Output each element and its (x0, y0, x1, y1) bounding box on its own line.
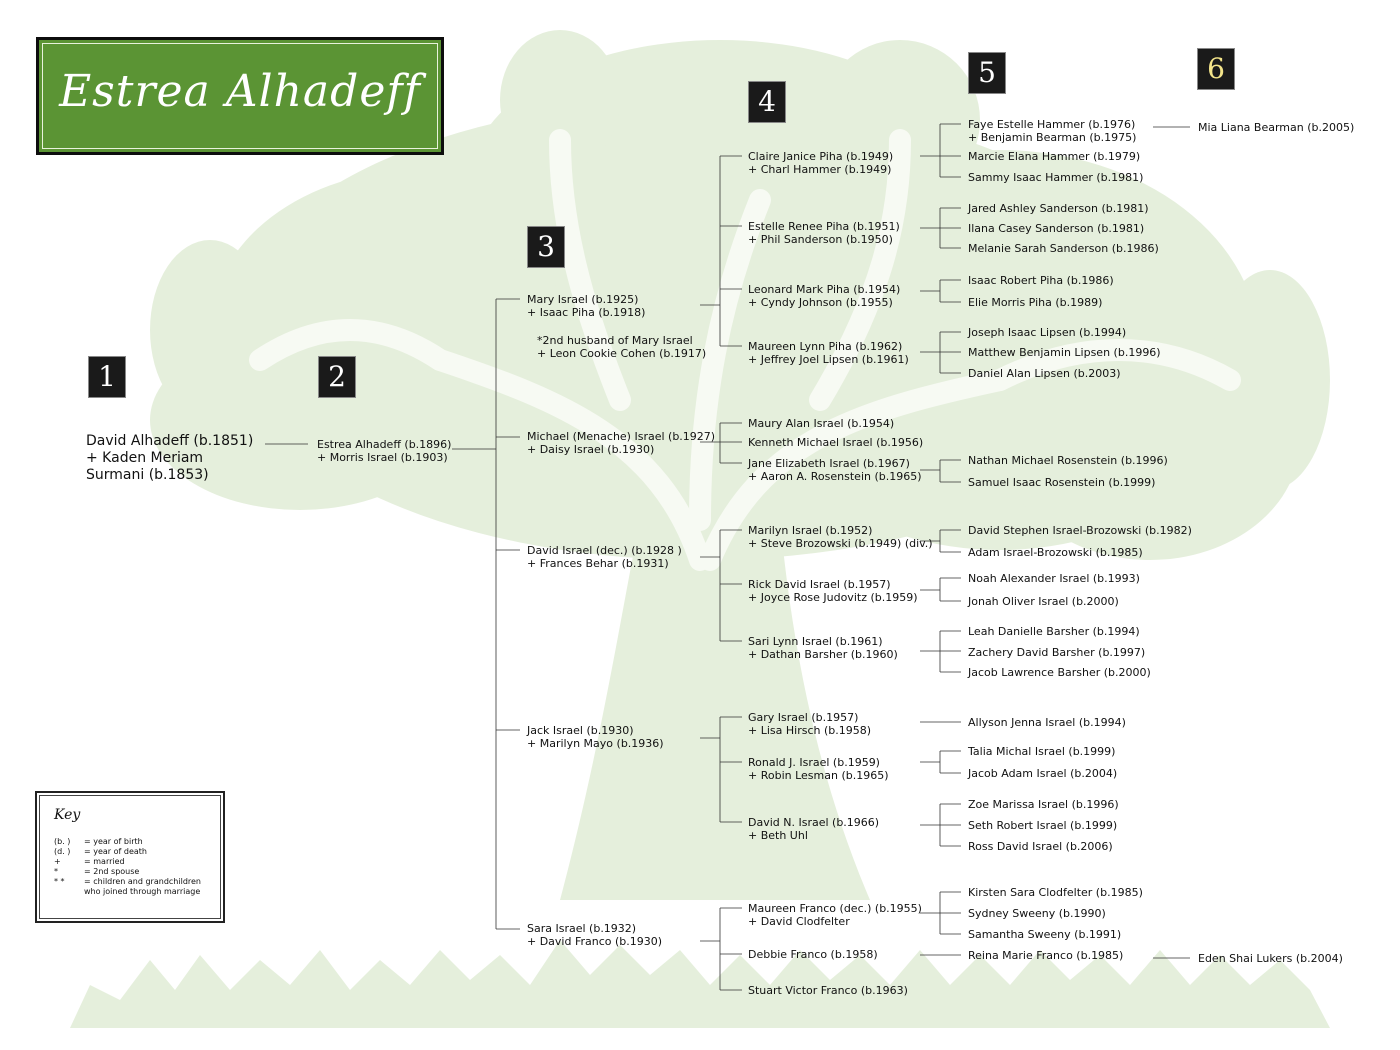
key-description: = 2nd spouse (84, 867, 140, 876)
person-spouse: + Cyndy Johnson (b.1955) (748, 296, 893, 309)
person-jacob-adam-israel: Jacob Adam Israel (b.2004) (968, 767, 1118, 780)
page-title: Estrea Alhadeff (59, 66, 421, 117)
person-leah-barsher: Leah Danielle Barsher (b.1994) (968, 625, 1140, 638)
person-sara-israel (527, 922, 662, 948)
person-name: Ronald J. Israel (b.1959) (748, 756, 880, 769)
person-jonah-israel: Jonah Oliver Israel (b.2000) (968, 595, 1119, 608)
person-ross-israel: Ross David Israel (b.2006) (968, 840, 1113, 853)
key-description: = year of death (84, 847, 147, 856)
generation-3-marker: 3 (527, 226, 565, 268)
person-name: Maureen Lynn Piha (b.1962) (748, 340, 903, 353)
person-name: Sari Lynn Israel (b.1961) (748, 635, 883, 648)
person-name: Marilyn Israel (b.1952) (748, 524, 873, 537)
person-spouse: + Morris Israel (b.1903) (317, 451, 448, 464)
person-name: Debbie Franco (b.1958) (748, 948, 878, 961)
key-symbol: + (54, 857, 61, 866)
person-name: Maury Alan Israel (b.1954) (748, 417, 895, 430)
person-spouse: + Robin Lesman (b.1965) (748, 769, 889, 782)
person-marilyn-israel (748, 524, 933, 550)
person-spouse: + Dathan Barsher (b.1960) (748, 648, 898, 661)
person-name: Rick David Israel (b.1957) (748, 578, 891, 591)
key-symbol: * (54, 867, 58, 876)
key-symbol: (d. ) (54, 847, 71, 856)
person-spouse-cont: Surmani (b.1853) (86, 467, 209, 483)
person-jared-sanderson: Jared Ashley Sanderson (b.1981) (968, 202, 1149, 215)
person-name: Leonard Mark Piha (b.1954) (748, 283, 901, 296)
person-spouse: + Jeffrey Joel Lipsen (b.1961) (748, 353, 909, 366)
generation-1-marker: 1 (88, 356, 126, 398)
person-jack-israel (527, 724, 664, 750)
key-row (54, 847, 147, 857)
person-spouse: + Beth Uhl (748, 829, 808, 842)
person-spouse: + David Clodfelter (748, 915, 850, 928)
person-name: Jack Israel (b.1930) (527, 724, 634, 737)
person-claire-piha (748, 150, 893, 176)
key-row (54, 877, 201, 887)
person-mia-bearman: Mia Liana Bearman (b.2005) (1198, 121, 1355, 134)
person-spouse: + David Franco (b.1930) (527, 935, 663, 948)
person-samantha-sweeny: Samantha Sweeny (b.1991) (968, 928, 1122, 941)
person-spouse: + Aaron A. Rosenstein (b.1965) (748, 470, 922, 483)
person-kirsten-clodfelter: Kirsten Sara Clodfelter (b.1985) (968, 886, 1143, 899)
key-symbol: * * (54, 877, 65, 886)
note-line: *2nd husband of Mary Israel (537, 334, 693, 347)
person-leonard-piha (748, 283, 900, 309)
person-sari-israel (748, 635, 898, 661)
person-rick-israel (748, 578, 918, 604)
person-spouse: + Kaden Meriam (86, 450, 204, 466)
person-mary-israel (527, 293, 645, 319)
person-nathan-rosenstein: Nathan Michael Rosenstein (b.1996) (968, 454, 1168, 467)
person-spouse: + Phil Sanderson (b.1950) (748, 233, 893, 246)
person-maury-israel (748, 417, 894, 430)
person-name: Michael (Menache) Israel (b.1927) (527, 430, 716, 443)
person-ronald-israel (748, 756, 889, 782)
person-ilana-sanderson: Ilana Casey Sanderson (b.1981) (968, 222, 1145, 235)
person-eden-lukers: Eden Shai Lukers (b.2004) (1198, 952, 1343, 965)
key-symbol: (b. ) (54, 837, 71, 846)
key-description: who joined through marriage (84, 887, 201, 896)
note-second-husband (537, 334, 706, 360)
person-jane-israel (748, 457, 922, 483)
person-seth-israel: Seth Robert Israel (b.1999) (968, 819, 1118, 832)
person-name: David N. Israel (b.1966) (748, 816, 880, 829)
person-kenneth-israel (748, 436, 923, 449)
key-title: Key (54, 807, 81, 823)
person-adam-israel-brozowski: Adam Israel-Brozowski (b.1985) (968, 546, 1143, 559)
person-name: Kenneth Michael Israel (b.1956) (748, 436, 924, 449)
person-estrea-alhadeff (317, 438, 451, 464)
person-estelle-piha (748, 220, 900, 246)
person-spouse: + Isaac Piha (b.1918) (527, 306, 646, 319)
key-description: = year of birth (84, 837, 143, 846)
person-daniel-lipsen: Daniel Alan Lipsen (b.2003) (968, 367, 1121, 380)
person-sydney-sweeny: Sydney Sweeny (b.1990) (968, 907, 1106, 920)
person-name: Stuart Victor Franco (b.1963) (748, 984, 908, 997)
generation-2-marker: 2 (318, 356, 356, 398)
generation-4-marker: 4 (748, 81, 786, 123)
key-description: = married (84, 857, 125, 866)
key-description: = children and grandchildren (84, 877, 201, 886)
person-name: Claire Janice Piha (b.1949) (748, 150, 894, 163)
key-row (54, 837, 143, 847)
person-debbie-franco (748, 948, 878, 961)
key-row (54, 857, 125, 867)
person-zachery-barsher: Zachery David Barsher (b.1997) (968, 646, 1146, 659)
person-joseph-lipsen: Joseph Isaac Lipsen (b.1994) (968, 326, 1127, 339)
key-legend (35, 791, 225, 923)
person-noah-israel: Noah Alexander Israel (b.1993) (968, 572, 1140, 585)
person-gary-israel (748, 711, 871, 737)
person-maureen-piha (748, 340, 909, 366)
person-elie-piha: Elie Morris Piha (b.1989) (968, 296, 1103, 309)
person-spouse: + Steve Brozowski (b.1949) (div.) (748, 537, 933, 550)
person-sammy-hammer: Sammy Isaac Hammer (b.1981) (968, 171, 1144, 184)
key-row (54, 867, 139, 877)
person-name: Mary Israel (b.1925) (527, 293, 639, 306)
person-spouse: + Daisy Israel (b.1930) (527, 443, 655, 456)
person-spouse: + Frances Behar (b.1931) (527, 557, 669, 570)
person-name: David Israel (dec.) (b.1928 ) (527, 544, 682, 557)
key-row (54, 887, 200, 897)
person-spouse: + Charl Hammer (b.1949) (748, 163, 892, 176)
generation-6-marker: 6 (1197, 48, 1235, 90)
person-allyson-israel: Allyson Jenna Israel (b.1994) (968, 716, 1126, 729)
person-matthew-lipsen: Matthew Benjamin Lipsen (b.1996) (968, 346, 1161, 359)
person-spouse: + Benjamin Bearman (b.1975) (968, 131, 1137, 144)
person-faye-hammer (968, 118, 1136, 144)
person-talia-israel: Talia Michal Israel (b.1999) (968, 745, 1116, 758)
person-spouse: + Marilyn Mayo (b.1936) (527, 737, 664, 750)
person-samuel-rosenstein: Samuel Isaac Rosenstein (b.1999) (968, 476, 1156, 489)
title-banner (36, 37, 444, 155)
person-spouse: + Joyce Rose Judovitz (b.1959) (748, 591, 918, 604)
person-david-n-israel (748, 816, 879, 842)
person-michael-israel (527, 430, 715, 456)
note-spouse: + Leon Cookie Cohen (b.1917) (537, 347, 707, 360)
person-stuart-franco (748, 984, 908, 997)
person-david-israel (527, 544, 682, 570)
person-spouse: + Lisa Hirsch (b.1958) (748, 724, 872, 737)
person-marcie-hammer: Marcie Elana Hammer (b.1979) (968, 150, 1141, 163)
person-name: Sara Israel (b.1932) (527, 922, 637, 935)
person-isaac-piha: Isaac Robert Piha (b.1986) (968, 274, 1114, 287)
person-zoe-israel: Zoe Marissa Israel (b.1996) (968, 798, 1119, 811)
person-david-alhadeff (86, 433, 253, 484)
generation-5-marker: 5 (968, 52, 1006, 94)
person-name: Estrea Alhadeff (b.1896) (317, 438, 452, 451)
person-maureen-franco (748, 902, 922, 928)
person-name: Faye Estelle Hammer (b.1976) (968, 118, 1136, 131)
person-name: Gary Israel (b.1957) (748, 711, 859, 724)
person-jacob-barsher: Jacob Lawrence Barsher (b.2000) (968, 666, 1151, 679)
person-name: Jane Elizabeth Israel (b.1967) (748, 457, 910, 470)
person-reina-franco: Reina Marie Franco (b.1985) (968, 949, 1124, 962)
person-david-israel-brozowski: David Stephen Israel-Brozowski (b.1982) (968, 524, 1192, 537)
person-name: Estelle Renee Piha (b.1951) (748, 220, 900, 233)
person-melanie-sanderson: Melanie Sarah Sanderson (b.1986) (968, 242, 1159, 255)
person-name: Maureen Franco (dec.) (b.1955) (748, 902, 922, 915)
person-name: David Alhadeff (b.1851) (86, 433, 254, 449)
